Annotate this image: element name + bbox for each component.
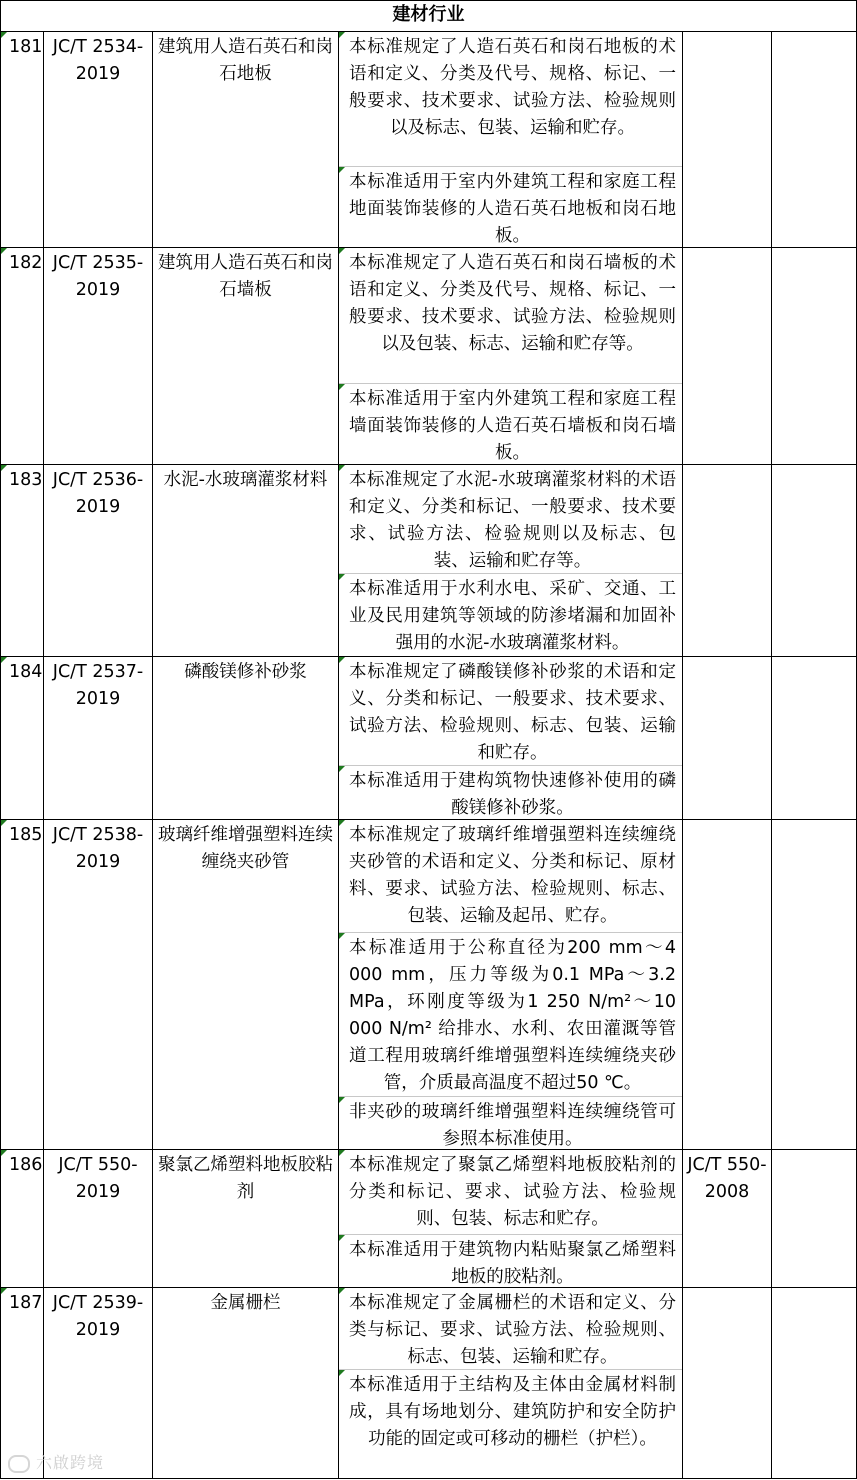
cell-marker-icon: [1, 248, 7, 254]
replaced-standard: [683, 32, 771, 247]
cell-marker-icon: [1, 1150, 7, 1156]
row-number: 185: [9, 825, 43, 845]
row-number: 183: [9, 470, 43, 490]
standard-description: 本标准适用于主结构及主体由金属材料制成，具有场地划分、建筑防护和安全防护功能的固定或可移动的栅栏（护栏）。: [349, 1375, 676, 1449]
section-title: 建材行业: [392, 4, 465, 25]
empty-cell: [772, 1150, 856, 1287]
standard-description: 本标准规定了金属栅栏的术语和定义、分类与标记、要求、试验方法、检验规则、标志、包装、运输和贮存。: [349, 1293, 676, 1367]
cell-marker-icon: [339, 1288, 345, 1294]
empty-cell: [772, 657, 856, 819]
cell-marker-icon: [339, 465, 345, 471]
watermark-text: 六啟跨境: [36, 1453, 105, 1472]
standard-name: 玻璃纤维增强塑料连续缠绕夹砂管: [158, 825, 333, 872]
cell-marker-icon: [339, 820, 345, 826]
cell-marker-icon: [339, 1370, 345, 1376]
standard-description: 本标准规定了磷酸镁修补砂浆的术语和定义、分类和标记、一般要求、技术要求、试验方法、检验规则、标志、包装、运输和贮存。: [349, 662, 676, 763]
replaced-standard: [683, 1288, 771, 1478]
cell-marker-icon: [339, 1150, 345, 1156]
standard-description: 本标准规定了人造石英石和岗石墙板的术语和定义、分类及代号、规格、标记、一般要求、技术要求、试验方法、检验规则以及包装、标志、运输和贮存等。: [349, 253, 676, 354]
row-divider: [0, 1478, 857, 1479]
replaced-standard: [683, 820, 771, 1149]
cell-marker-icon: [1, 32, 7, 38]
row-number: 182: [9, 253, 43, 273]
standard-code: JC/T 2538-2019: [52, 825, 144, 872]
standard-description: 本标准适用于水利水电、采矿、交通、工业及民用建筑等领域的防渗堵漏和加固补强用的水泥-水玻璃灌浆材料。: [349, 579, 676, 653]
standard-description: 本标准适用于建筑物内粘贴聚氯乙烯塑料地板的胶粘剂。: [349, 1240, 676, 1287]
cell-marker-icon: [339, 574, 345, 580]
standard-description: 非夹砂的玻璃纤维增强塑料连续缠绕管可参照本标准使用。: [349, 1102, 676, 1149]
cell-marker-icon: [1, 820, 7, 826]
standard-description: 本标准适用于室内外建筑工程和家庭工程墙面装饰装修的人造石英石墙板和岗石墙板。: [349, 389, 676, 463]
standard-code: JC/T 2537-2019: [52, 662, 144, 709]
empty-cell: [772, 32, 856, 247]
row-number: 184: [9, 662, 43, 682]
cell-marker-icon: [339, 1097, 345, 1103]
standard-description: 本标准适用于室内外建筑工程和家庭工程地面装饰装修的人造石英石地板和岗石地板。: [349, 172, 676, 246]
standard-code: JC/T 550-2019: [58, 1155, 138, 1202]
empty-cell: [772, 465, 856, 656]
standard-description: 本标准规定了人造石英石和岗石地板的术语和定义、分类及代号、规格、标记、一般要求、技术要求、试验方法、检验规则以及标志、包装、运输和贮存。: [349, 37, 676, 138]
standard-name: 建筑用人造石英石和岗石地板: [158, 37, 333, 84]
cell-marker-icon: [339, 1235, 345, 1241]
standard-description: 本标准适用于建构筑物快速修补使用的磷酸镁修补砂浆。: [349, 771, 676, 818]
standard-name: 金属栅栏: [210, 1293, 281, 1313]
standard-code: JC/T 2539-2019: [52, 1293, 144, 1340]
standard-description: 本标准规定了玻璃纤维增强塑料连续缠绕夹砂管的术语和定义、分类和标记、原材料、要求、试验方法、检验规则、标志、包装、运输及起吊、贮存。: [349, 825, 676, 926]
empty-cell: [772, 820, 856, 1149]
replaced-standard: JC/T 550-2008: [687, 1155, 767, 1202]
row-number: 181: [9, 37, 43, 57]
replaced-standard: [683, 248, 771, 464]
cell-marker-icon: [339, 32, 345, 38]
cell-marker-icon: [339, 657, 345, 663]
standard-description: 本标准规定了水泥-水玻璃灌浆材料的术语和定义、分类和标记、一般要求、技术要求、试验方法、检验规则以及标志、包装、运输和贮存等。: [349, 470, 676, 571]
standard-name: 建筑用人造石英石和岗石墙板: [158, 253, 333, 300]
cell-marker-icon: [1, 465, 7, 471]
standard-name: 磷酸镁修补砂浆: [184, 662, 307, 682]
cell-marker-icon: [1, 1288, 7, 1294]
standard-name: 水泥-水玻璃灌浆材料: [163, 470, 328, 490]
standard-description: 本标准规定了聚氯乙烯塑料地板胶粘剂的分类和标记、要求、试验方法、检验规则、包装、标志和贮存。: [349, 1155, 676, 1229]
table-border-top: [0, 0, 857, 1]
standard-code: JC/T 2534-2019: [52, 37, 144, 84]
empty-cell: [772, 248, 856, 464]
cell-marker-icon: [339, 384, 345, 390]
cell-marker-icon: [339, 248, 345, 254]
watermark: [8, 1452, 104, 1474]
watermark-logo-icon: [8, 1455, 30, 1473]
row-number: 187: [9, 1293, 43, 1313]
standard-description: 本标准适用于公称直径为200 mm～4 000 mm，压力等级为0.1 MPa～3.2 MPa，环刚度等级为1 250 N/m²～10 000 N/m² 给排水、水利、农田灌溉等管道工程用玻璃纤维增强塑料连续缠绕夹砂管，介质最高温度不超过50 ℃。: [349, 938, 676, 1093]
standard-code: JC/T 2536-2019: [52, 470, 144, 517]
replaced-standard: [683, 465, 771, 656]
replaced-standard: [683, 657, 771, 819]
cell-marker-icon: [1, 657, 7, 663]
cell-marker-icon: [339, 167, 345, 173]
standard-code: JC/T 2535-2019: [52, 253, 144, 300]
row-number: 186: [9, 1155, 43, 1175]
empty-cell: [772, 1288, 856, 1478]
cell-marker-icon: [339, 933, 345, 939]
cell-marker-icon: [339, 766, 345, 772]
standard-name: 聚氯乙烯塑料地板胶粘剂: [158, 1155, 333, 1202]
